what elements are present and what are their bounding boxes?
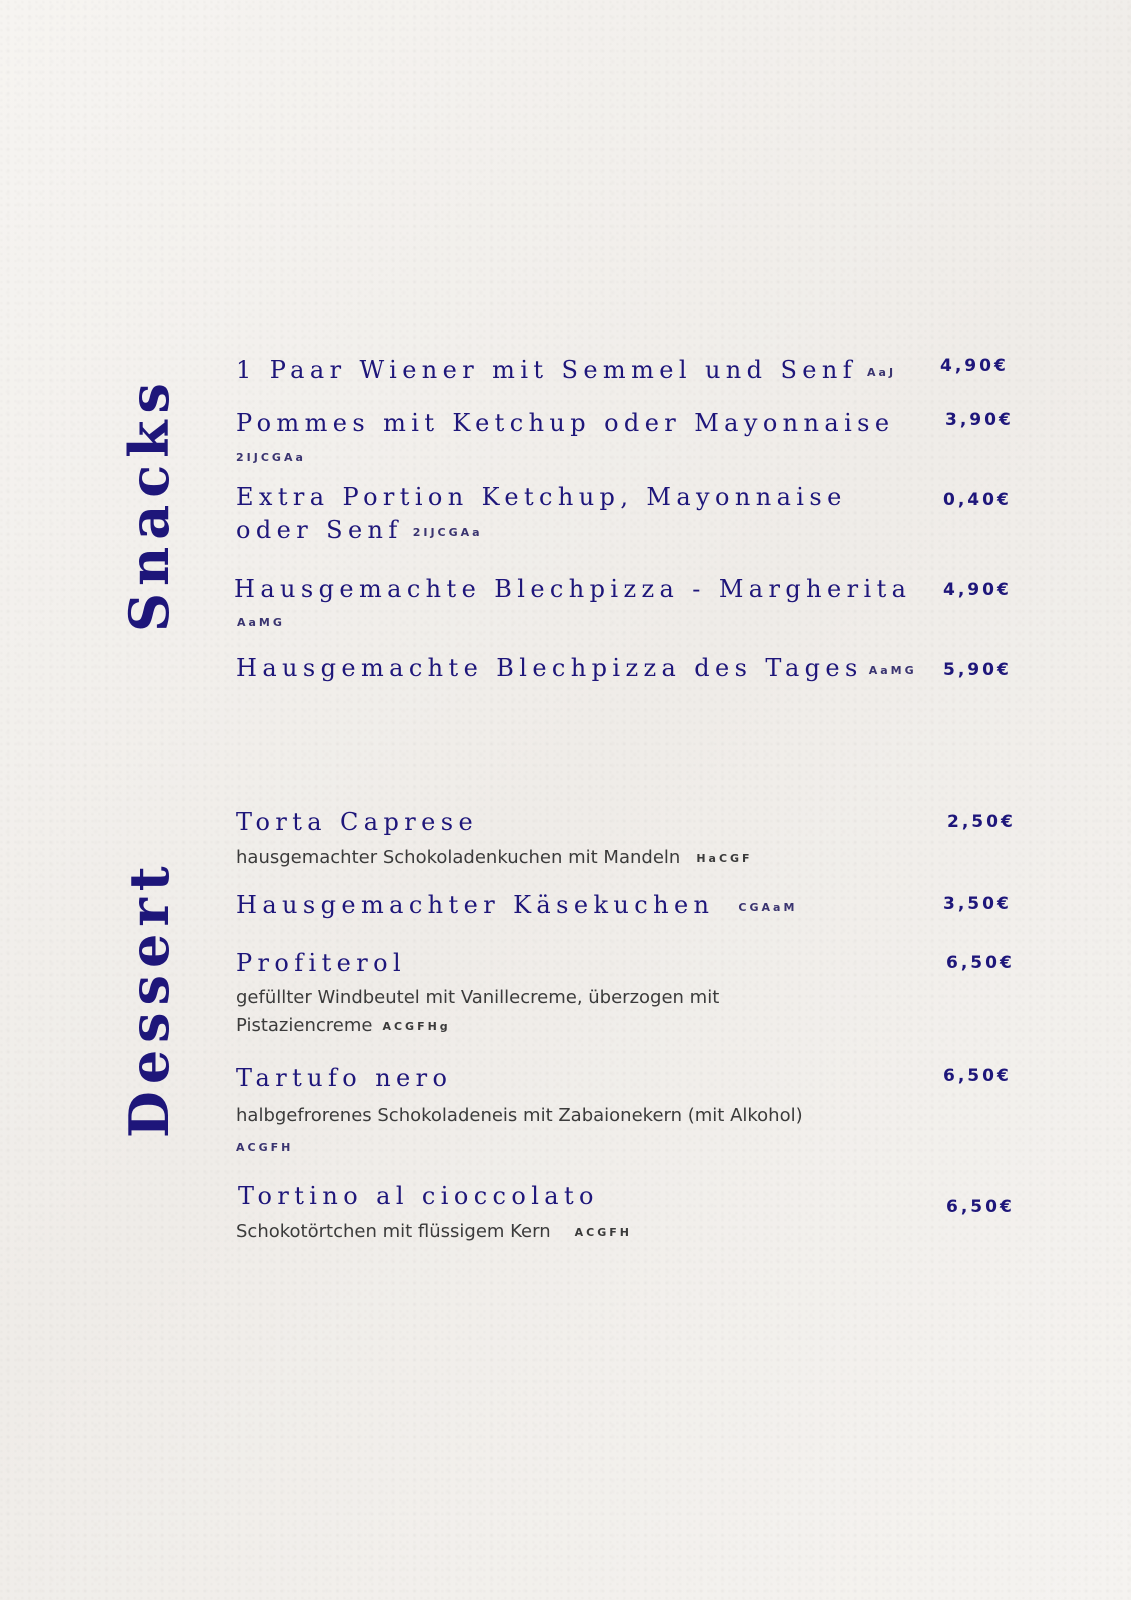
allergen-codes: AaMG — [868, 664, 917, 677]
allergen-codes: 2IJCGAa — [412, 526, 483, 539]
item-name: Extra Portion Ketchup, Mayonnaise oder Senf — [236, 483, 847, 544]
item-name: 1 Paar Wiener mit Semmel und Senf — [236, 356, 858, 384]
item-price: 3,50€ — [943, 894, 1012, 914]
item-name: Hausgemachter Käsekuchen — [236, 891, 715, 919]
item-name: Tartufo nero — [236, 1064, 453, 1092]
menu-item-snack-5 — [236, 652, 917, 687]
item-price: 6,50€ — [946, 1197, 1015, 1217]
item-description: hausgemachter Schokoladenkuchen mit Mandeln HaCGF — [236, 847, 753, 868]
section-title-dessert: Dessert — [117, 859, 181, 1138]
item-price: 4,90€ — [943, 580, 1012, 600]
item-price: 2,50€ — [947, 812, 1016, 832]
item-description: Schokotörtchen mit flüssigem Kern ACGFH — [236, 1221, 632, 1242]
allergen-codes: 2IJCGAa — [236, 451, 306, 464]
item-name: Hausgemachte Blechpizza des Tages — [236, 654, 863, 682]
item-name: Tortino al cioccolato — [238, 1182, 599, 1210]
item-price: 6,50€ — [943, 1066, 1012, 1086]
menu-item-dessert-4 — [236, 1062, 452, 1095]
allergen-codes: CGAaM — [738, 901, 798, 914]
allergen-codes: AaMG — [237, 616, 285, 629]
allergen-codes: AaJ — [867, 366, 897, 379]
menu-item-snack-2 — [236, 407, 895, 440]
section-title-snacks: Snacks — [117, 376, 181, 632]
menu-item-snack-1 — [236, 354, 896, 389]
allergen-codes: ACGFH — [574, 1226, 632, 1239]
item-price: 0,40€ — [943, 490, 1012, 510]
item-price: 3,90€ — [945, 410, 1014, 430]
item-name: Profiterol — [236, 949, 407, 977]
item-name: Pommes mit Ketchup oder Mayonnaise — [236, 409, 895, 437]
item-description: halbgefrorenes Schokoladeneis mit Zabaionekern (mit Alkohol) — [236, 1105, 803, 1126]
menu-item-snack-4 — [234, 573, 911, 606]
item-name: Torta Caprese — [236, 808, 479, 836]
item-price: 5,90€ — [943, 660, 1012, 680]
item-name: Hausgemachte Blechpizza - Margherita — [234, 575, 912, 603]
allergen-codes: HaCGF — [696, 852, 753, 865]
allergen-codes: ACGFHg — [382, 1020, 451, 1033]
allergen-codes: ACGFH — [236, 1141, 294, 1154]
menu-item-snack-3 — [236, 481, 876, 549]
menu-item-dessert-2 — [236, 889, 797, 924]
menu-item-dessert-1 — [236, 806, 478, 839]
item-price: 4,90€ — [940, 356, 1009, 376]
menu-item-dessert-5 — [238, 1180, 599, 1213]
menu-item-dessert-3 — [236, 947, 406, 980]
item-description: gefüllter Windbeutel mit Vanillecreme, überzogen mit Pistaziencreme ACGFHg — [236, 987, 720, 1036]
item-price: 6,50€ — [946, 953, 1015, 973]
